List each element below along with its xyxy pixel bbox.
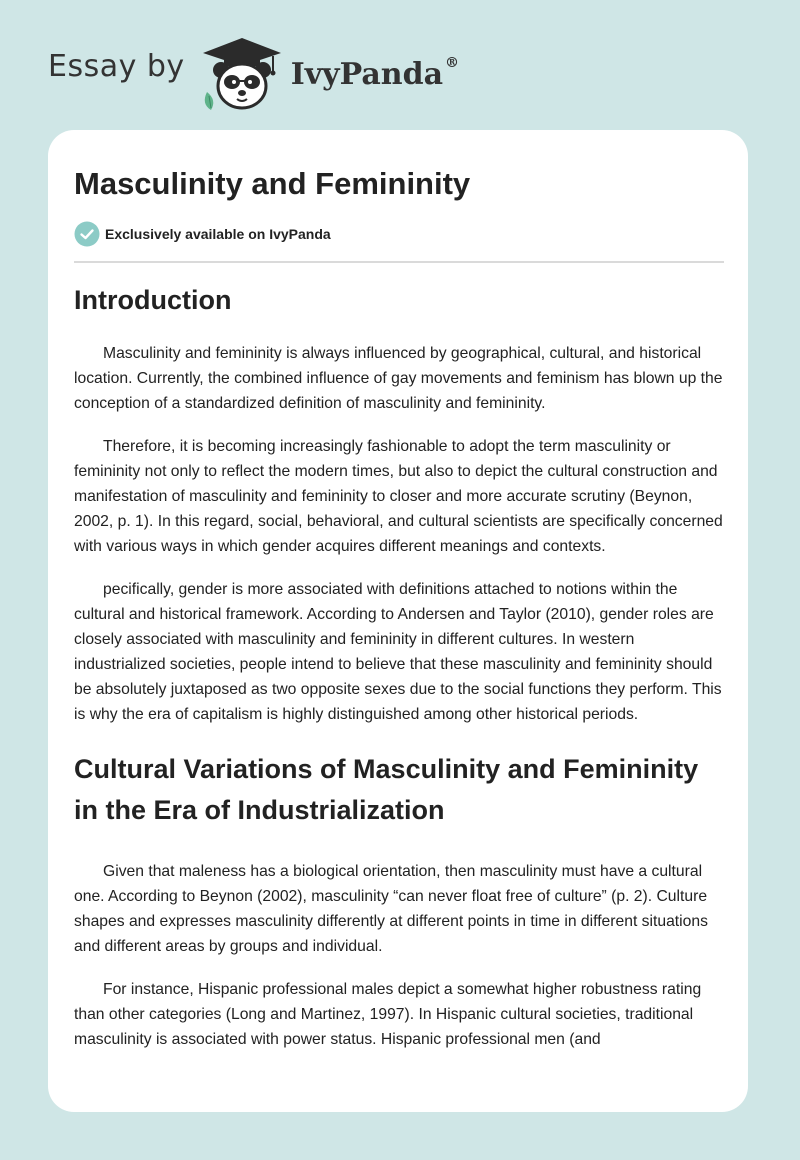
badge-text: Exclusively available on IvyPanda [105, 226, 331, 242]
paragraph: Masculinity and femininity is always influenced by geographical, cultural, and historical location. Currently, the combined influence of gay movements and feminism has blown up the conception of a standardized definition of masculinity and femininity. [74, 345, 723, 412]
site-header [48, 32, 459, 112]
paragraph: Therefore, it is becoming increasingly fashionable to adopt the term masculinity or femininity not only to reflect the modern times, but also to depict the cultural construction and manifestation of masculinity and femininity to closer and more accurate scrutiny (Beynon, 2002, p. 1). In this regard, social, behavioral, and cultural scientists are specifically concerned with various ways in which gender acquires different meanings and contexts. [74, 438, 723, 555]
divider [74, 261, 724, 263]
brand-name[interactable]: IvyPanda ® [290, 54, 460, 92]
paragraph: pecifically, gender is more associated with definitions attached to notions within the cultural and historical framework. According to Andersen and Taylor (2010), gender roles are closely associated with masculinity and femininity in different cultures. In western industrialized societies, people intend to believe that these masculinity and femininity should be absolutely juxtaposed as two opposite sexes due to the social functions they perform. This is why the era of capitalism is highly distinguished among other historical periods. [74, 581, 722, 723]
paragraph: For instance, Hispanic professional males depict a somewhat higher robustness rating than other categories (Long and Martinez, 1997). In Hispanic cultural societies, traditional masculinity is associated with power status. Hispanic professional men (and [74, 981, 702, 1048]
article-body [74, 280, 724, 1070]
registered-mark: ® [445, 54, 460, 71]
panda-graduate-icon[interactable] [199, 32, 285, 112]
essay-card [48, 130, 748, 1112]
section-heading-introduction: Introduction [74, 285, 232, 315]
section-heading-cultural-variations: Cultural Variations of Masculinity and Femininity in the Era of Industrialization [74, 754, 699, 825]
paragraph: Given that maleness has a biological orientation, then masculinity must have a cultural one. According to Beynon (2002), masculinity “can never float free of culture” (p. 2). Culture shapes and expresses masculinity differently at different points in time in different situations and different areas by groups and individual. [74, 863, 708, 955]
page-title: Masculinity and Femininity [74, 166, 471, 201]
exclusive-badge [74, 221, 331, 247]
check-circle-icon [74, 221, 100, 247]
essay-by-label: Essay by [48, 48, 185, 84]
